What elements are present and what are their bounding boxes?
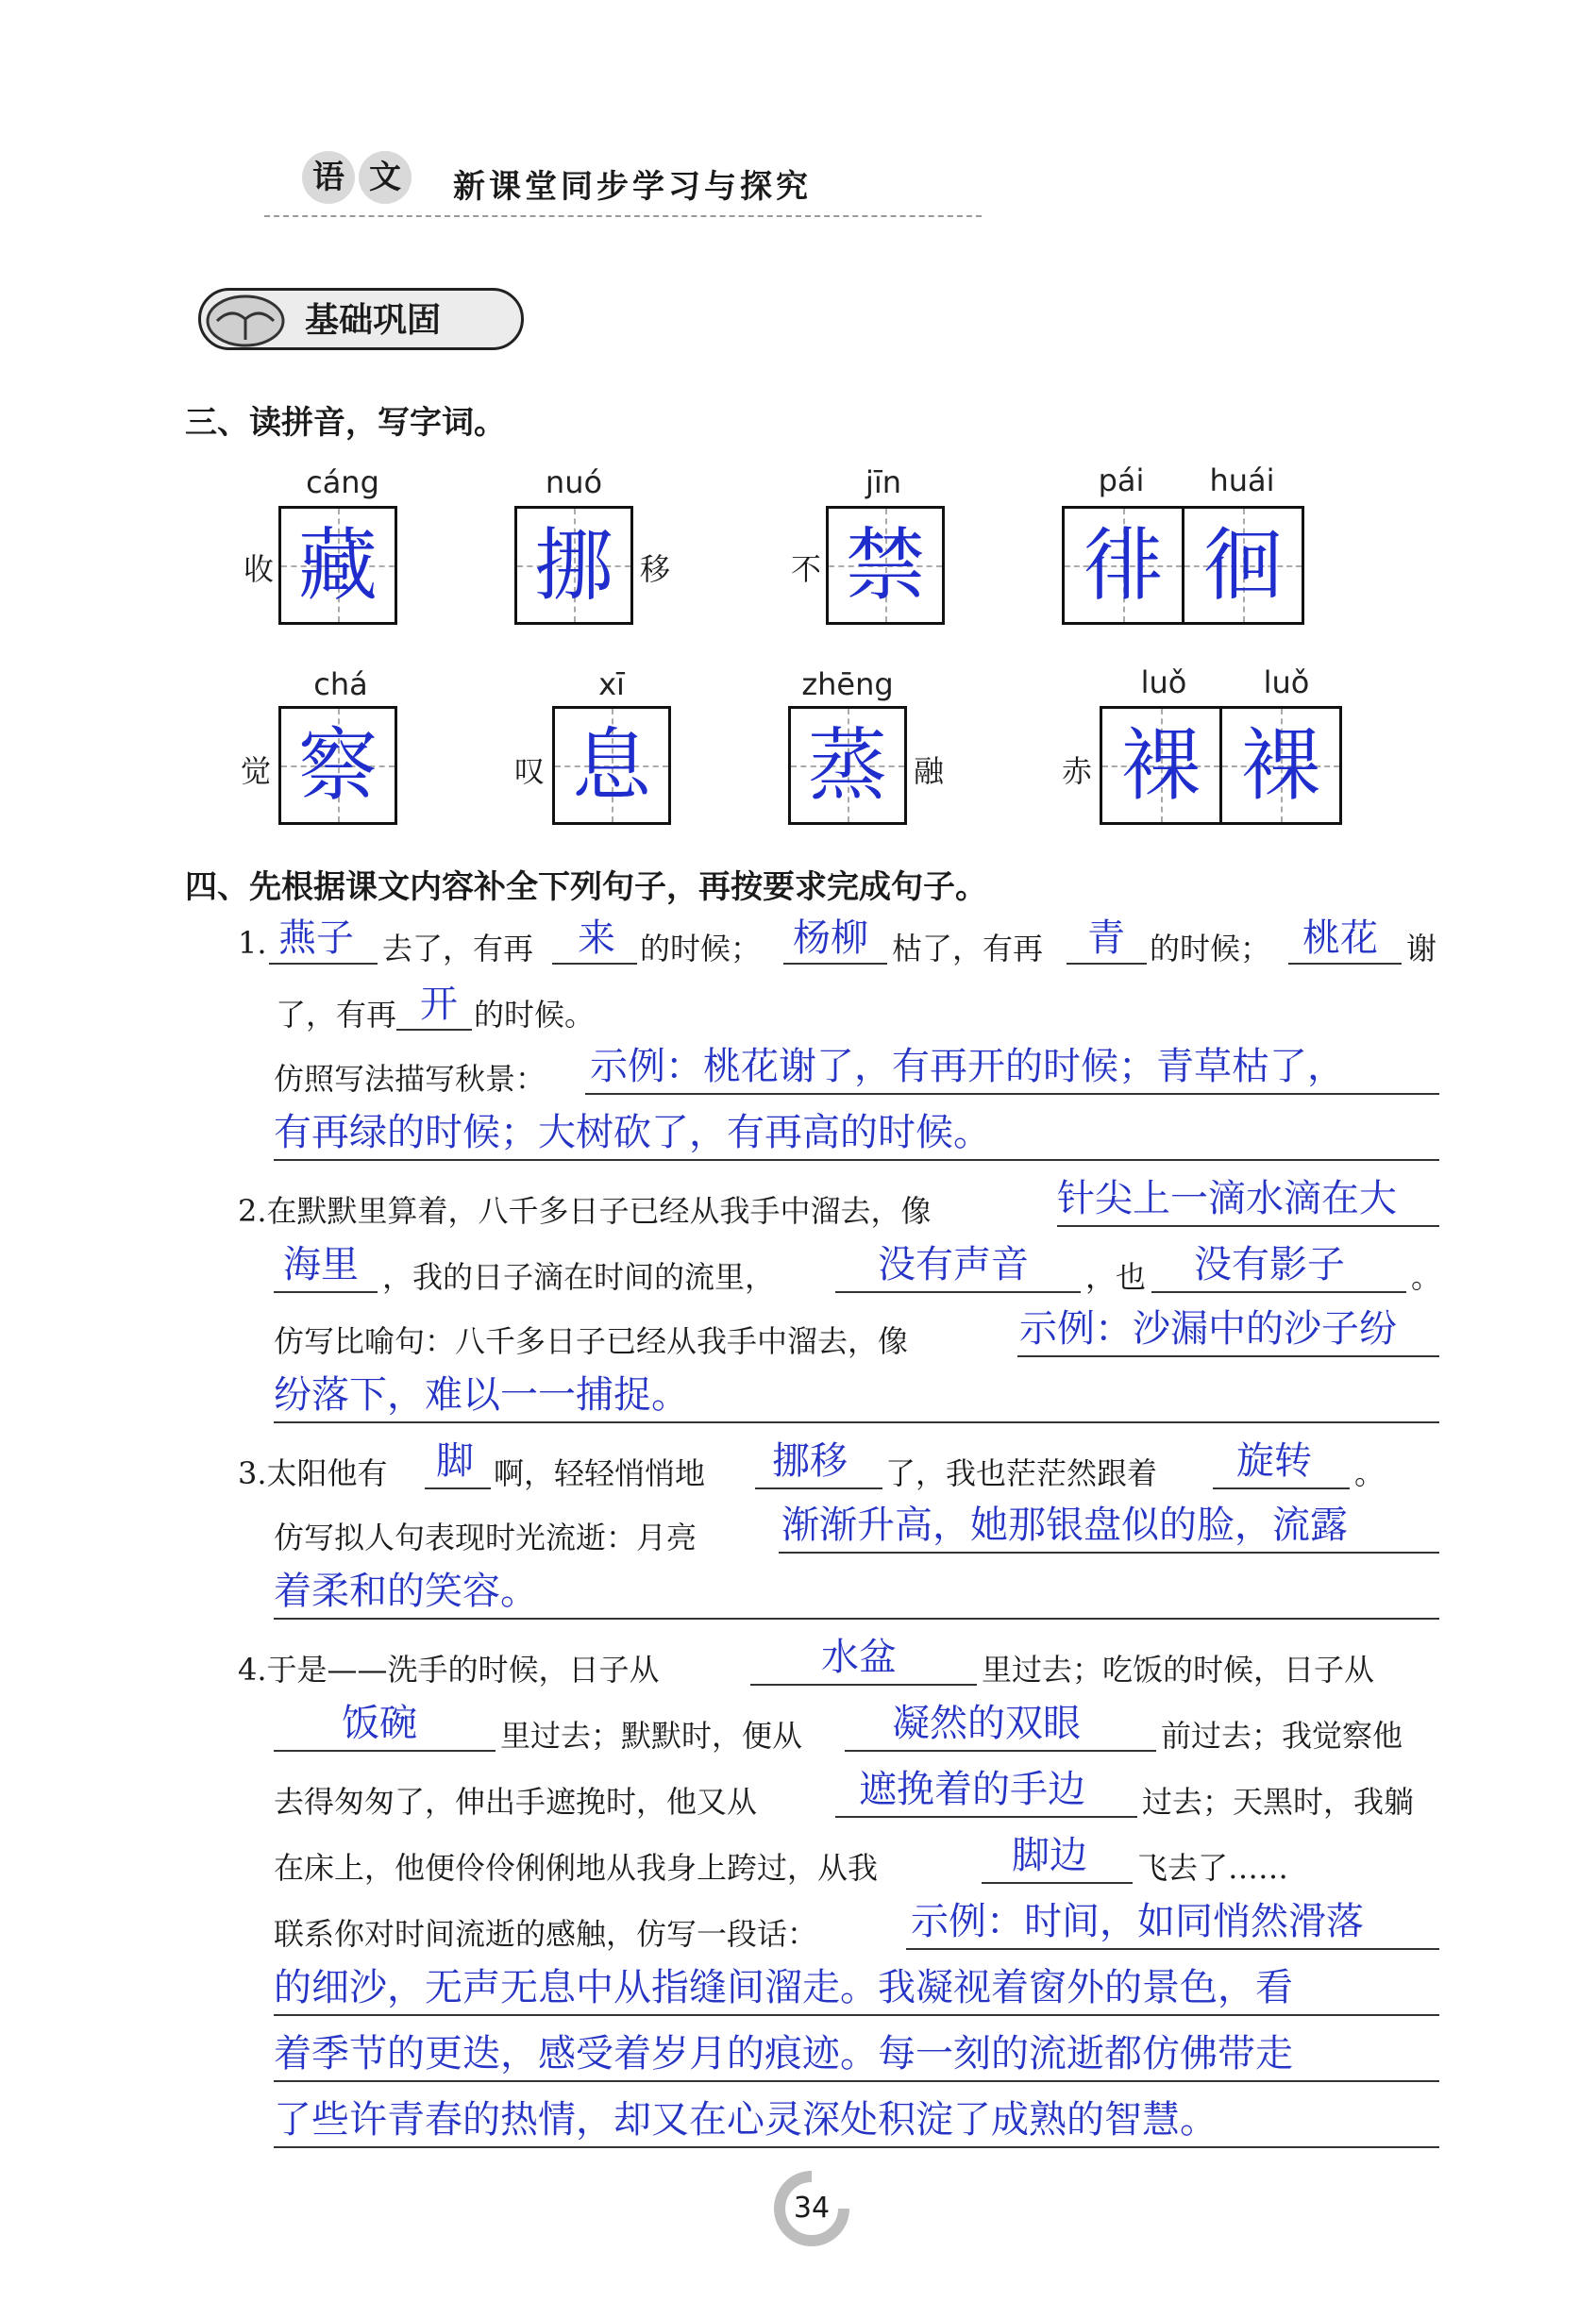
s2-blank1 <box>1057 1225 1439 1227</box>
s4-blank5 <box>982 1882 1133 1884</box>
suffix-rong: 融 <box>914 753 945 789</box>
s4-t1: 4.于是——洗手的时候，日子从 <box>238 1652 660 1688</box>
book-icon <box>203 283 288 349</box>
s2-a2: 海里 <box>283 1243 359 1286</box>
s1-t3: 的时候； <box>640 931 762 966</box>
s4-blank2 <box>274 1750 496 1752</box>
s2-line2 <box>274 1421 1439 1423</box>
s2-a1: 针尖上一滴水滴在大 <box>1057 1177 1397 1220</box>
s1-a2: 来 <box>578 916 615 960</box>
s2-blank3 <box>835 1291 1081 1293</box>
s4-t2: 里过去；吃饭的时候，日子从 <box>982 1652 1375 1688</box>
answer-box: 挪 <box>514 506 633 625</box>
q4-heading: 四、先根据课文内容补全下列句子，再按要求完成句子。 <box>185 868 987 906</box>
s4-line4 <box>274 2146 1439 2148</box>
s1-a3: 杨柳 <box>793 916 868 960</box>
s1-blank5 <box>1288 963 1402 965</box>
s3-blank3 <box>1213 1487 1350 1489</box>
s1-t6: 谢 <box>1406 931 1437 966</box>
s2-ans2: 纷落下，难以一一捕捉。 <box>274 1373 689 1417</box>
s4-ans3: 着季节的更迭，感受着岁月的痕迹。每一刻的流逝都仿佛带走 <box>274 2032 1293 2075</box>
answer-box: 裸 <box>1100 706 1222 825</box>
s2-a4: 没有影子 <box>1194 1243 1345 1286</box>
s3-t2: 啊，轻轻悄悄地 <box>494 1455 706 1491</box>
s1-line2 <box>274 1159 1439 1161</box>
s2-ans1: 示例：沙漏中的沙子纷 <box>1019 1307 1397 1351</box>
page-number-badge <box>764 2171 859 2246</box>
s3-blank2 <box>755 1487 882 1489</box>
s3-line2 <box>274 1618 1439 1620</box>
subject-badge-2: 文 <box>359 151 412 204</box>
pinyin-huai: huái <box>1209 462 1275 498</box>
subject-badge-1: 语 <box>302 151 355 204</box>
s1-t4: 枯了，有再 <box>892 931 1044 966</box>
s4-t6: 过去；天黑时，我躺 <box>1142 1784 1415 1820</box>
s3-t1: 3.太阳他有 <box>238 1455 388 1491</box>
answer-box: 徘 <box>1062 506 1184 625</box>
answer-box: 息 <box>552 706 671 825</box>
s4-a3: 凝然的双眼 <box>892 1702 1081 1745</box>
s3-t3: 了，我也茫茫然跟着 <box>885 1455 1158 1491</box>
s2-t2: ，我的日子滴在时间的流里， <box>382 1259 776 1295</box>
s2-prompt: 仿写比喻句：八千多日子已经从我手中溜去，像 <box>274 1323 909 1359</box>
s1-a1: 燕子 <box>278 916 354 960</box>
s2-a3: 没有声音 <box>878 1243 1029 1286</box>
s4-prompt: 联系你对时间流逝的感触，仿写一段话： <box>274 1916 818 1952</box>
answer-box: 裸 <box>1219 706 1342 825</box>
s4-t8: 飞去了…… <box>1137 1850 1289 1886</box>
s2-t1: 2.在默默里算着，八千多日子已经从我手中溜去，像 <box>238 1193 932 1229</box>
s1-a6: 开 <box>420 983 458 1026</box>
prefix-chi: 赤 <box>1062 753 1093 789</box>
s4-line3 <box>274 2080 1439 2082</box>
s4-a4: 遮挽着的手边 <box>859 1768 1085 1811</box>
s4-blank1 <box>750 1684 977 1686</box>
header-rule <box>264 215 982 217</box>
s4-t3: 里过去；默默时，便从 <box>500 1718 803 1754</box>
s1-blank4 <box>1067 963 1147 965</box>
s1-ans1: 示例：桃花谢了，有再开的时候；青草枯了， <box>590 1045 1345 1088</box>
s4-a5: 脚边 <box>1012 1834 1087 1877</box>
s3-prompt: 仿写拟人句表现时光流逝：月亮 <box>274 1520 697 1555</box>
s4-blank3 <box>845 1750 1156 1752</box>
prefix-jue: 觉 <box>241 753 272 789</box>
answer-box: 禁 <box>826 506 945 625</box>
s1-t7: 了，有再 <box>276 997 397 1033</box>
s1-t5: 的时候； <box>1150 931 1271 966</box>
answer-box: 蒸 <box>788 706 907 825</box>
book-title: 新课堂同步学习与探究 <box>453 168 812 206</box>
s4-blank4 <box>835 1816 1137 1818</box>
pinyin-zheng: zhēng <box>801 666 894 702</box>
s4-a2: 饭碗 <box>342 1702 417 1745</box>
s1-t1: 1. <box>238 925 267 961</box>
s3-line1 <box>779 1552 1439 1554</box>
pinyin-nuo: nuó <box>545 464 603 500</box>
s3-ans2: 着柔和的笑容。 <box>274 1570 538 1613</box>
s1-line1 <box>585 1093 1439 1095</box>
s1-blank1 <box>269 963 378 965</box>
s1-t8: 的时候。 <box>474 997 596 1033</box>
s4-t7: 在床上，他便伶伶俐俐地从我身上跨过，从我 <box>274 1850 879 1886</box>
s1-blank3 <box>783 963 887 965</box>
s4-ans4: 了些许青春的热情，却又在心灵深处积淀了成熟的智慧。 <box>274 2098 1218 2142</box>
suffix-yi: 移 <box>640 551 671 587</box>
s1-a4: 青 <box>1087 916 1125 960</box>
s2-t4: 。 <box>1411 1259 1442 1295</box>
s1-ans2: 有再绿的时候；大树砍了，有再高的时候。 <box>274 1111 991 1154</box>
s1-blank2 <box>552 963 637 965</box>
pinyin-pai: pái <box>1098 462 1145 498</box>
s3-blank1 <box>425 1487 491 1489</box>
prefix-shou: 收 <box>244 551 275 587</box>
s4-ans2: 的细沙，无声无息中从指缝间溜走。我凝视着窗外的景色，看 <box>274 1966 1293 2009</box>
pinyin-cha: chá <box>313 666 368 702</box>
s1-a5: 桃花 <box>1302 916 1378 960</box>
s3-a1: 脚 <box>436 1439 474 1483</box>
prefix-bu: 不 <box>791 551 822 587</box>
pinyin-luo-2: luǒ <box>1263 664 1310 700</box>
s4-line1 <box>906 1948 1439 1950</box>
s1-blank6 <box>396 1029 472 1031</box>
s2-blank2 <box>274 1291 378 1293</box>
page-header <box>283 151 982 208</box>
pinyin-cang: cáng <box>306 464 379 500</box>
s3-t4: 。 <box>1354 1455 1386 1491</box>
s3-ans1: 渐渐升高，她那银盘似的脸，流露 <box>781 1504 1348 1547</box>
page-number: 34 <box>793 2192 831 2225</box>
section-label: 基础巩固 <box>305 301 442 340</box>
answer-box: 徊 <box>1182 506 1304 625</box>
s1-prompt: 仿照写法描写秋景： <box>274 1061 546 1097</box>
answer-box: 察 <box>278 706 397 825</box>
s2-t3: ，也 <box>1085 1259 1147 1295</box>
s4-ans1: 示例：时间，如同悄然滑落 <box>911 1900 1364 1943</box>
s3-a2: 挪移 <box>772 1439 848 1483</box>
s3-a3: 旋转 <box>1236 1439 1312 1483</box>
s4-t4: 前过去；我觉察他 <box>1161 1718 1403 1754</box>
s4-line2 <box>274 2014 1439 2016</box>
q3-heading: 三、读拼音，写字词。 <box>185 404 506 442</box>
prefix-tan: 叹 <box>514 753 546 789</box>
s4-t5: 去得匆匆了，伸出手遮挽时，他又从 <box>274 1784 758 1820</box>
s4-a1: 水盆 <box>821 1636 897 1679</box>
pinyin-xi: xī <box>598 666 625 702</box>
s1-t2: 去了，有再 <box>382 931 534 966</box>
pinyin-jin: jīn <box>865 464 902 500</box>
s2-blank4 <box>1151 1291 1406 1293</box>
answer-box: 藏 <box>278 506 397 625</box>
s2-line1 <box>1017 1355 1439 1357</box>
pinyin-luo-1: luǒ <box>1140 664 1187 700</box>
